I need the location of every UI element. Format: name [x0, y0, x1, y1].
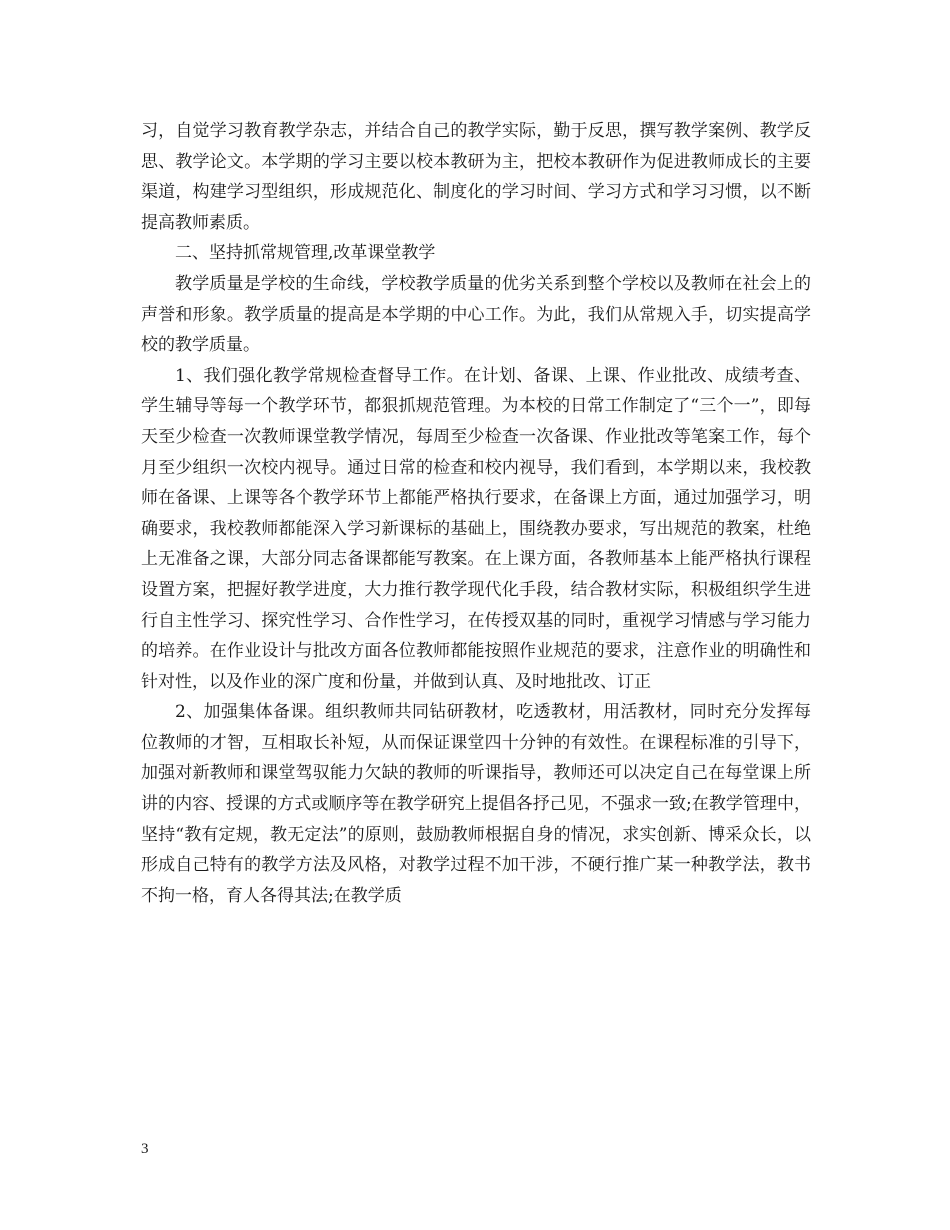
paragraph-teaching-quality: 教学质量是学校的生命线，学校教学质量的优劣关系到整个学校以及教师在社会上的声誉和形象。教学质量的提高是本学期的中心工作。为此，我们从常规入手，切实提高学校的教学质量。	[141, 273, 811, 356]
paragraph-item-2: 2、加强集体备课。组织教师共同钻研教材，吃透教材，用活教材，同时充分发挥每位教师的才智，互相取长补短，从而保证课堂四十分钟的有效性。在课程标准的引导下，加强对新教师和课堂驾驭能力欠缺的教师的听课指导，教师还可以决定自己在每堂课上所讲的内容、授课的方式或顺序等在教学研究上提倡各抒己见，不强求一致;在教学管理中，坚持“教有定规，教无定法”的原则，鼓励教师根据自身的情况，求实创新、博采众长，以形成自己特有的教学方法及风格，对教学过程不加干涉，不硬行推广某一种教学法，教书不拘一格，育人各得其法;在教学质	[141, 702, 811, 906]
document-body	[141, 116, 811, 911]
section-heading-2: 二、坚持抓常规管理,改革课堂教学	[175, 243, 436, 264]
paragraph-continuation: 习，自觉学习教育教学杂志，并结合自己的教学实际，勤于反思，撰写教学案例、教学反思、教学论文。本学期的学习主要以校本教研为主，把校本教研作为促进教师成长的主要渠道，构建学习型组织，形成规范化、制度化的学习时间、学习方式和学习习惯，以不断提高教师素质。	[141, 121, 811, 233]
paragraph-item-1: 1、我们强化教学常规检查督导工作。在计划、备课、上课、作业批改、成绩考查、学生辅导等每一个教学环节，都狠抓规范管理。为本校的日常工作制定了“三个一”，即每天至少检查一次教师课堂教学情况，每周至少检查一次备课、作业批改等笔案工作，每个月至少组织一次校内视导。通过日常的检查和校内视导，我们看到，本学期以来，我校教师在备课、上课等各个教学环节上都能严格执行要求，在备课上方面，通过加强学习，明确要求，我校教师都能深入学习新课标的基础上，围绕教办要求，写出规范的教案，杜绝上无准备之课，大部分同志备课都能写教案。在上课方面，各教师基本上能严格执行课程设置方案，把握好教学进度，大力推行教学现代化手段，结合教材实际，积极组织学生进行自主性学习、探究性学习、合作性学习，在传授双基的同时，重视学习情感与学习能力的培养。在作业设计与批改方面各位教师都能按照作业规范的要求，注意作业的明确性和针对性，以及作业的深广度和份量，并做到认真、及时地批改、订正	[141, 365, 811, 692]
page-number: 3	[141, 1141, 149, 1157]
